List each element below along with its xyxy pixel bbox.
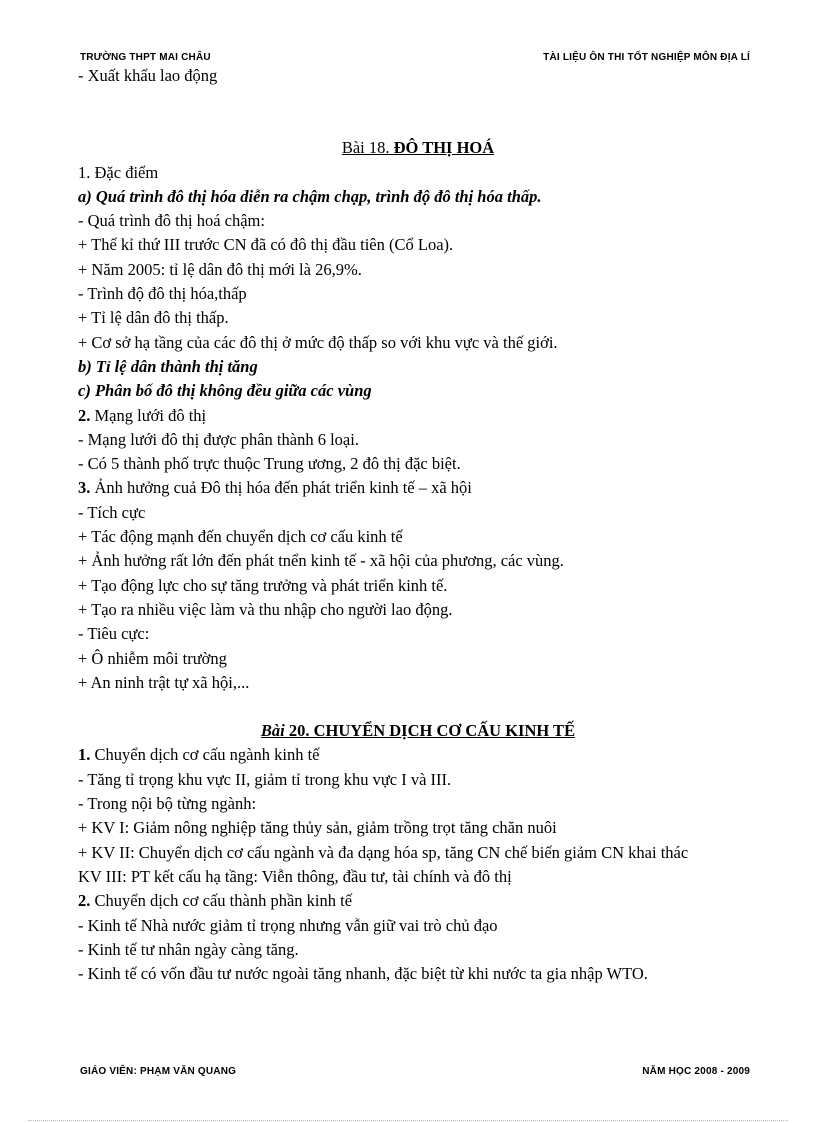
- list-item: + Ô nhiễm môi trường: [78, 648, 227, 668]
- lesson-18-title: Bài 18. ĐÔ THỊ HOÁ: [341, 138, 495, 158]
- list-item: + Cơ sở hạ tầng của các đô thị ở mức độ thấp so với khu vực và thế giới.: [78, 332, 558, 352]
- list-item: + KV I: Giảm nông nghiệp tăng thủy sản, giảm trồng trọt tăng chăn nuôi: [78, 818, 557, 838]
- list-item: - Kinh tế tư nhân ngày càng tăng.: [78, 939, 299, 959]
- list-item: - Trong nội bộ từng ngành:: [78, 794, 257, 814]
- lesson-18-section-3-heading: 3. Ảnh hưởng cuả Đô thị hóa đến phát triển kinh tế – xã hội: [78, 478, 472, 498]
- footer-teacher: GIÁO VIÊN: PHẠM VĂN QUANG: [80, 1066, 237, 1077]
- lesson-20-section-2-heading: 2. Chuyển dịch cơ cấu thành phần kinh tế: [78, 891, 353, 911]
- lesson-18-section-1-heading: 1. Đặc điểm: [78, 162, 159, 182]
- lesson-20-section-1-heading: 1. Chuyển dịch cơ cấu ngành kinh tế: [78, 745, 320, 765]
- list-item: + Tạo động lực cho sự tăng trưởng và phát triển kinh tế.: [78, 575, 448, 595]
- lesson-20-title: Bài 20. CHUYỂN DỊCH CƠ CẤU KINH TẾ: [260, 721, 576, 741]
- list-item: + KV II: Chuyển dịch cơ cấu ngành và đa dạng hóa sp, tăng CN chế biến giảm CN khai thác: [78, 842, 689, 862]
- list-item: - Trình độ đô thị hóa,thấp: [78, 284, 247, 304]
- list-item: - Tích cực: [78, 502, 146, 522]
- list-item: - Tăng tỉ trọng khu vực II, giảm tỉ trong khu vực I và III.: [78, 769, 452, 789]
- footer-school-year: NĂM HỌC 2008 - 2009: [642, 1066, 750, 1077]
- lesson-18-section-1c: c) Phân bố đô thị không đều giữa các vùng: [78, 381, 372, 401]
- header-doc-title: TÀI LIỆU ÔN THI TỐT NGHIỆP MÔN ĐỊA LÍ: [543, 52, 750, 63]
- list-item: - Quá trình đô thị hoá chậm:: [78, 211, 265, 231]
- list-item: - Kinh tế có vốn đầu tư nước ngoài tăng nhanh, đặc biệt từ khi nước ta gia nhập WTO.: [78, 964, 648, 984]
- list-item: + Tạo ra nhiều việc làm và thu nhập cho người lao động.: [78, 599, 453, 619]
- lesson-18-section-1a: a) Quá trình đô thị hóa diễn ra chậm chạp, trình độ đô thị hóa thấp.: [78, 186, 542, 206]
- header-school: TRƯỜNG THPT MAI CHÂU: [80, 52, 211, 63]
- list-item: + An ninh trật tự xã hội,...: [78, 672, 250, 692]
- list-item: + Năm 2005: tỉ lệ dân đô thị mới là 26,9%.: [78, 259, 362, 279]
- lesson-18-section-2-heading: 2. Mạng lưới đô thị: [78, 405, 207, 425]
- lesson-18-section-1b: b) Tỉ lệ dân thành thị tăng: [78, 356, 258, 376]
- list-item: - Mạng lưới đô thị được phân thành 6 loại.: [78, 429, 359, 449]
- list-item: + Thế kỉ thứ III trước CN đã có đô thị đầu tiên (Cổ Loa).: [78, 235, 454, 255]
- list-item: - Kinh tế Nhà nước giảm tỉ trọng nhưng vẫn giữ vai trò chủ đạo: [78, 915, 498, 935]
- list-item: + Ảnh hưởng rất lớn đến phát tnển kinh tế - xã hội của phương, các vùng.: [78, 551, 564, 571]
- list-item: - Có 5 thành phố trực thuộc Trung ương, 2 đô thị đặc biệt.: [78, 454, 461, 474]
- list-item: KV III: PT kết cấu hạ tầng: Viễn thông, đầu tư, tài chính và đô thị: [78, 866, 512, 886]
- document-body: [78, 64, 758, 986]
- intro-line: - Xuất khẩu lao động: [78, 66, 218, 85]
- list-item: + Tác động mạnh đến chuyển dịch cơ cấu kinh tế: [78, 527, 403, 547]
- list-item: - Tiêu cực:: [78, 624, 150, 644]
- list-item: + Tỉ lệ dân đô thị thấp.: [78, 308, 229, 328]
- page-bottom-divider: [28, 1120, 788, 1121]
